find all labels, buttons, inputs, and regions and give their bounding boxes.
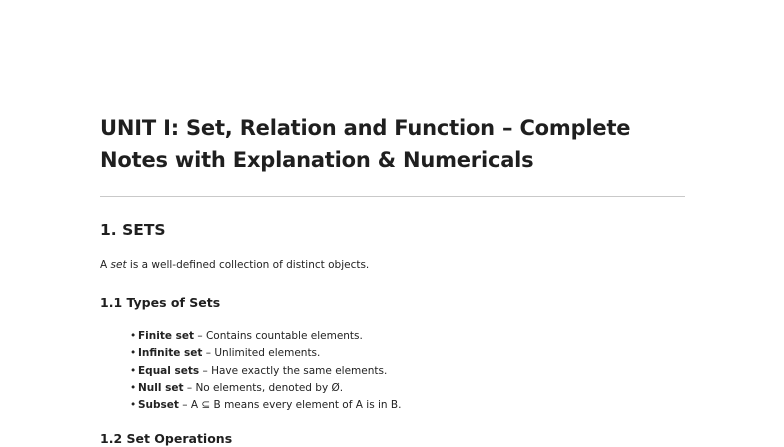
- subsection-heading-set-operations: 1.2 Set Operations: [100, 431, 233, 446]
- bullet-glyph: •: [130, 330, 137, 342]
- section-heading-sets: 1. SETS: [100, 221, 166, 239]
- definition-prefix: A: [100, 259, 111, 271]
- list-item: [130, 364, 401, 381]
- bullet-glyph: •: [130, 399, 137, 412]
- list-item-term: Infinite set: [138, 347, 203, 360]
- set-definition-paragraph: [100, 258, 369, 272]
- list-item-description: – Contains countable elements.: [194, 330, 363, 342]
- types-of-sets-list: [130, 329, 401, 415]
- list-item-term: Null set: [138, 381, 184, 394]
- list-item: [130, 346, 401, 363]
- list-item-description: – No elements, denoted by Ø.: [183, 381, 344, 394]
- definition-emphasis: set: [110, 259, 127, 271]
- list-item-description: – Have exactly the same elements.: [199, 364, 388, 377]
- bullet-glyph: •: [130, 381, 137, 394]
- subsection-heading-types-of-sets: 1.1 Types of Sets: [100, 295, 221, 310]
- bullet-glyph: •: [130, 347, 137, 360]
- list-item-term: Finite set: [138, 330, 195, 342]
- title-divider: [100, 196, 685, 197]
- list-item-description: – A ⊆ B means every element of A is in B.: [178, 399, 402, 412]
- list-item: [130, 329, 401, 346]
- bullet-glyph: •: [130, 364, 137, 377]
- list-item-term: Equal sets: [138, 364, 200, 377]
- list-item-description: – Unlimited elements.: [202, 347, 321, 360]
- list-item-term: Subset: [138, 399, 179, 412]
- definition-suffix: is a well-defined collection of distinct objects.: [126, 259, 370, 271]
- list-item: [130, 398, 401, 415]
- list-item: [130, 381, 401, 398]
- document-title: UNIT I: Set, Relation and Function – Complete Notes with Explanation & Numericals: [100, 116, 631, 172]
